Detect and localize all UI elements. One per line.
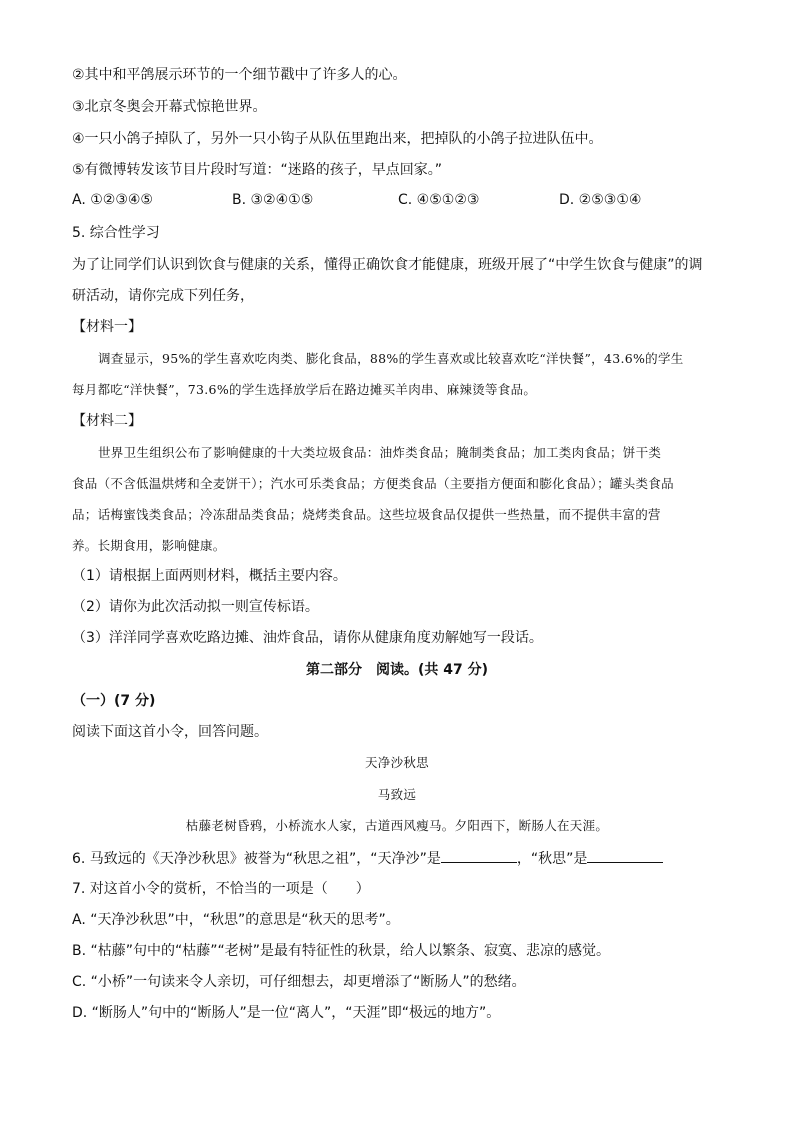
q7-option-a: A. “天净沙秋思”中，“秋思”的意思是“秋天的思考”。 xyxy=(72,912,400,928)
q6-text-part1: 6. 马致远的《天净沙秋思》被誉为“秋思之祖”，“天净沙”是 xyxy=(72,851,441,867)
q5-task-3: （3）洋洋同学喜欢吃路边摊、油炸食品，请你从健康角度劝解她写一段话。 xyxy=(72,630,543,646)
sentence-4: ④一只小鸽子掉队了，另外一只小钩子从队伍里跑出来，把掉队的小鸽子拉进队伍中。 xyxy=(72,131,603,147)
q4-option-a: A. ①②③④⑤ xyxy=(72,192,153,208)
q5-intro-line2: 研活动，请你完成下列任务， xyxy=(72,288,254,304)
q4-option-c: C. ④⑤①②③ xyxy=(398,192,480,208)
poem-author: 马致远 xyxy=(377,787,417,802)
q6-question xyxy=(72,848,663,869)
q5-title: 5. 综合性学习 xyxy=(72,225,160,241)
material1-line1: 调查显示，95%的学生喜欢吃肉类、膨化食品，88%的学生喜欢或比较喜欢吃“洋快餐”，43.6%的学生 xyxy=(98,351,684,366)
section1-label: （一）(7 分) xyxy=(72,693,156,709)
sentence-5: ⑤有微博转发该节目片段时写道：“迷路的孩子，早点回家。” xyxy=(72,162,443,178)
poem-text: 枯藤老树昏鸦，小桥流水人家，古道西风瘦马。夕阳西下，断肠人在天涯。 xyxy=(185,818,609,833)
material2-line1: 世界卫生组织公布了影响健康的十大类垃圾食品：油炸类食品；腌制类食品；加工类肉食品；饼干类 xyxy=(98,445,662,460)
q4-option-b: B. ③②④①⑤ xyxy=(232,192,314,208)
q6-blank-2[interactable] xyxy=(587,848,663,863)
sentence-2: ②其中和平鸽展示环节的一个细节戳中了许多人的心。 xyxy=(72,67,407,83)
material2-line4: 养。长期食用，影响健康。 xyxy=(72,538,226,553)
q7-option-b: B. “枯藤”句中的“枯藤”“老树”是最有特征性的秋景，给人以繁条、寂寞、悲凉的感觉。 xyxy=(72,943,611,959)
q5-task-1: （1）请根据上面两则材料，概括主要内容。 xyxy=(72,568,347,584)
material2-line3: 品；话梅蜜饯类食品；冷冻甜品类食品；烧烤类食品。这些垃圾食品仅提供一些热量，而不提供丰富的营 xyxy=(72,507,661,522)
q7-stem: 7. 对这首小令的赏析，不恰当的一项是（ ） xyxy=(72,881,370,897)
material2-line2: 食品（不含低温烘烤和全麦饼干）；汽水可乐类食品；方便类食品（主要指方便面和膨化食品）；罐头类食品 xyxy=(72,476,674,491)
q7-option-d: D. “断肠人”句中的“断肠人”是一位“离人”，“天涯”即“极远的地方”。 xyxy=(72,1005,501,1021)
q4-options xyxy=(72,192,732,212)
q5-task-2: （2）请你为此次活动拟一则宣传标语。 xyxy=(72,599,319,615)
q6-text-part2: ，“秋思”是 xyxy=(516,851,588,867)
material2-label: 【材料二】 xyxy=(72,413,142,429)
sentence-3: ③北京冬奥会开幕式惊艳世界。 xyxy=(72,99,267,115)
poem-title: 天净沙秋思 xyxy=(364,755,429,770)
material1-line2: 每月都吃“洋快餐”，73.6%的学生选择放学后在路边摊买羊肉串、麻辣烫等食品。 xyxy=(72,382,537,397)
q4-option-d: D. ②⑤③①④ xyxy=(559,192,642,208)
q7-option-c: C. “小桥”一句读来令人亲切，可仔细想去，却更增添了“断肠人”的愁绪。 xyxy=(72,974,526,990)
q6-blank-1[interactable] xyxy=(441,848,517,863)
part2-heading: 第二部分 阅读。(共 47 分) xyxy=(305,662,489,678)
q5-intro-line1: 为了让同学们认识到饮食与健康的关系，懂得正确饮食才能健康，班级开展了“中学生饮食与健康”的调 xyxy=(72,257,703,273)
section1-instruction: 阅读下面这首小令，回答问题。 xyxy=(72,724,268,740)
material1-label: 【材料一】 xyxy=(72,319,142,335)
